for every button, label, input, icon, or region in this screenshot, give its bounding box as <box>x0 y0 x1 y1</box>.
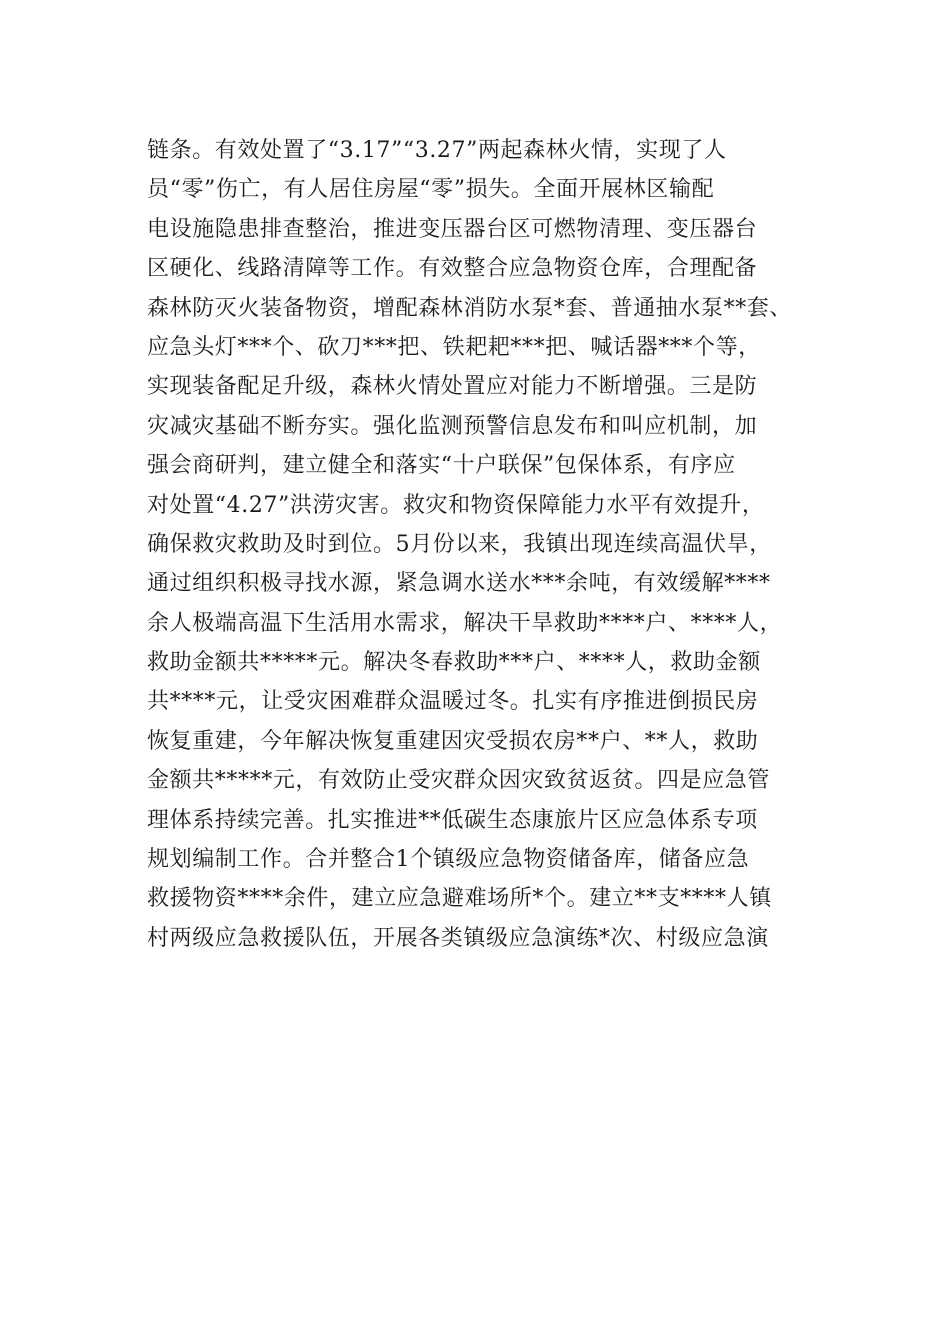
text-line: 强会商研判，建立健全和落实“十户联保”包保体系，有序应 <box>147 453 736 479</box>
text-line: 救助金额共*****元。解决冬春救助***户、****人，救助金额 <box>147 650 761 676</box>
text-line: 电设施隐患排查整治，推进变压器台区可燃物清理、变压器台 <box>147 216 758 242</box>
text-line: 理体系持续完善。扎实推进**低碳生态康旅片区应急体系专项 <box>147 807 758 833</box>
text-line: 救援物资****余件，建立应急避难场所*个。建立**支****人镇 <box>147 886 772 912</box>
text-line: 金额共*****元，有效防止受灾群众因灾致贫返贫。四是应急管 <box>147 768 771 794</box>
text-line: 村两级应急救援队伍，开展各类镇级应急演练*次、村级应急演 <box>147 925 769 951</box>
text-line: 确保救灾救助及时到位。5月份以来，我镇出现连续高温伏旱， <box>147 531 772 557</box>
text-line: 对处置“4.27”洪涝灾害。救灾和物资保障能力水平有效提升， <box>147 492 765 518</box>
text-line: 区硬化、线路清障等工作。有效整合应急物资仓库，合理配备 <box>147 256 758 282</box>
text-line: 链条。有效处置了“3.17”“3.27”两起森林火情，实现了人 <box>147 138 727 163</box>
text-line: 余人极端高温下生活用水需求，解决干旱救助****户、****人， <box>147 610 783 636</box>
text-line: 应急头灯***个、砍刀***把、铁耙耙***把、喊话器***个等， <box>147 334 761 360</box>
text-line: 恢复重建，今年解决恢复重建因灾受损农房**户、**人，救助 <box>147 728 759 754</box>
text-line: 规划编制工作。合并整合1个镇级应急物资储备库，储备应急 <box>147 847 750 873</box>
text-line: 员“零”伤亡，有人居住房屋“零”损失。全面开展林区输配 <box>147 177 715 203</box>
text-line: 通过组织积极寻找水源，紧急调水送水***余吨，有效缓解**** <box>147 571 771 597</box>
text-line: 共****元，让受灾困难群众温暖过冬。扎实有序推进倒损民房 <box>147 689 759 715</box>
text-line: 森林防灭火装备物资，增配森林消防水泵*套、普通抽水泵**套、 <box>147 295 793 321</box>
text-line: 灾减灾基础不断夯实。强化监测预警信息发布和叫应机制，加 <box>147 413 758 439</box>
text-line: 实现装备配足升级，森林火情处置应对能力不断增强。三是防 <box>147 374 758 400</box>
body-text <box>147 131 827 958</box>
